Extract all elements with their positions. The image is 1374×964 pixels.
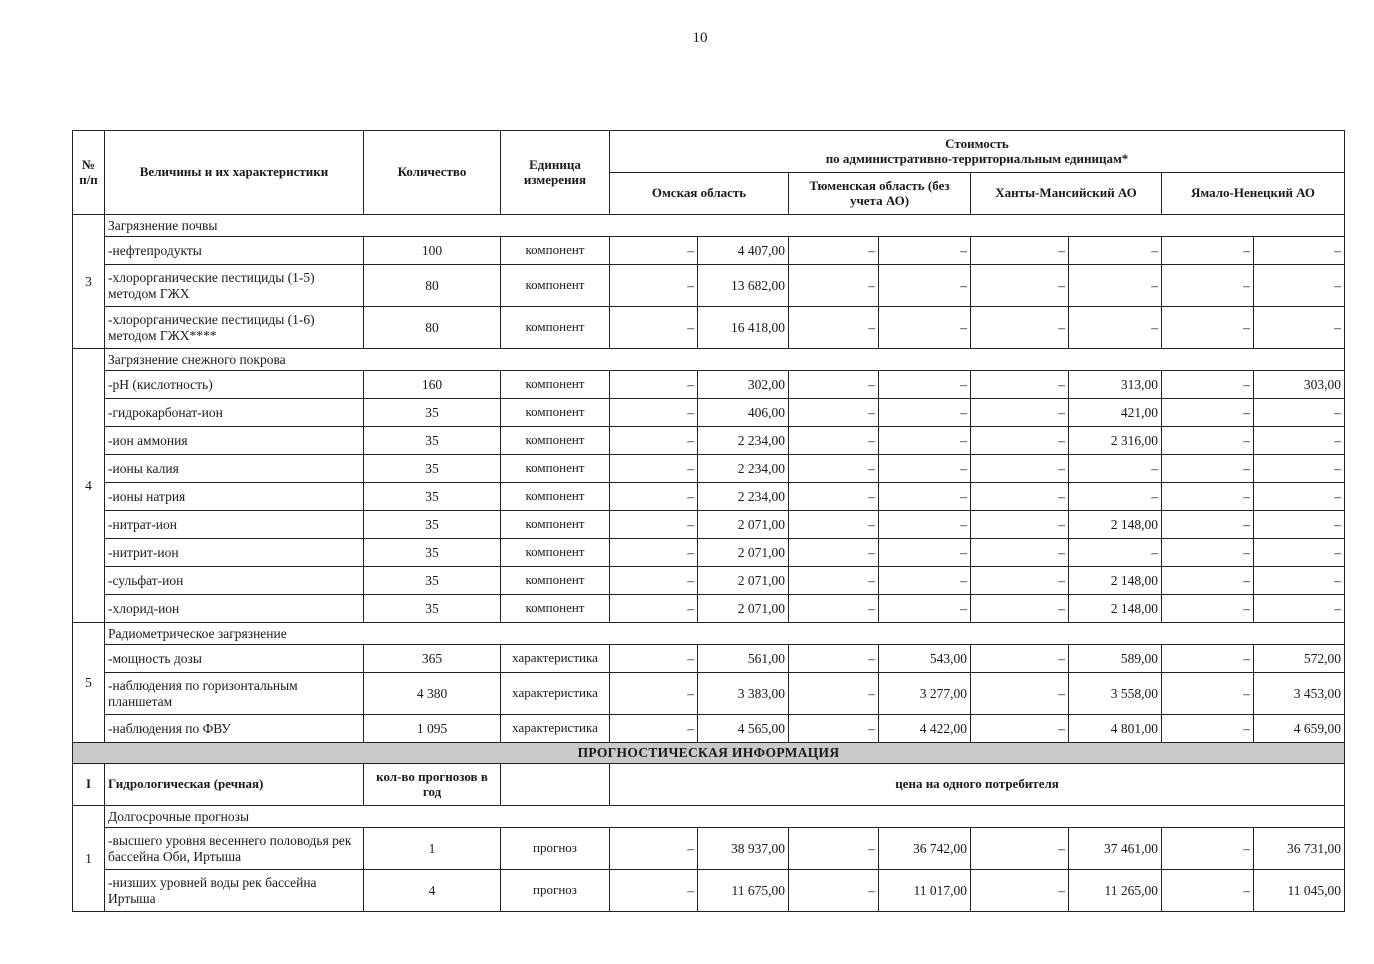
table-row [73,715,1345,743]
row-value: – [879,511,971,539]
section-number: 1 [73,806,105,912]
forecast-header-row [73,764,1345,806]
row-mark: – [610,265,698,307]
row-unit: компонент [501,399,610,427]
row-mark: – [971,567,1069,595]
section-row [73,349,1345,371]
region-omsk-header: Омская область [610,173,789,215]
row-value: 37 461,00 [1069,828,1162,870]
col-qty-header: Количество [364,131,501,215]
row-value: 2 071,00 [698,567,789,595]
row-unit: характеристика [501,673,610,715]
row-name: -высшего уровня весеннего половодья рек бассейна Оби, Иртыша [105,828,364,870]
row-name: -мощность дозы [105,645,364,673]
row-unit: компонент [501,595,610,623]
row-name: -нефтепродукты [105,237,364,265]
row-value: 421,00 [1069,399,1162,427]
row-name: -хлорорганические пестициды (1-5) методом ГЖХ [105,265,364,307]
row-mark: – [971,673,1069,715]
col-unit-header: Единица измерения [501,131,610,215]
row-mark: – [789,673,879,715]
row-mark: – [610,307,698,349]
row-mark: – [610,483,698,511]
row-value: 13 682,00 [698,265,789,307]
row-value: 303,00 [1254,371,1345,399]
cost-table [72,130,1345,912]
table-row [73,265,1345,307]
row-mark: – [789,237,879,265]
col-num-header: № п/п [73,131,105,215]
row-unit: прогноз [501,870,610,912]
row-value: 3 277,00 [879,673,971,715]
forecast-num: I [73,764,105,806]
row-mark: – [971,427,1069,455]
row-mark: – [789,511,879,539]
row-value: – [1069,483,1162,511]
row-unit: прогноз [501,828,610,870]
row-unit: характеристика [501,715,610,743]
row-value: 4 801,00 [1069,715,1162,743]
row-value: – [1254,427,1345,455]
row-value: – [879,237,971,265]
row-qty: 35 [364,567,501,595]
row-name: -хлорид-ион [105,595,364,623]
row-value: – [879,427,971,455]
section-title: Загрязнение снежного покрова [105,349,1345,371]
row-value: – [879,399,971,427]
row-mark: – [1162,483,1254,511]
row-mark: – [610,870,698,912]
section-number: 4 [73,349,105,623]
row-value: 4 565,00 [698,715,789,743]
row-value: – [1069,307,1162,349]
row-mark: – [1162,237,1254,265]
row-value: – [879,307,971,349]
row-value: 11 675,00 [698,870,789,912]
row-qty: 100 [364,237,501,265]
row-mark: – [971,399,1069,427]
row-value: – [1069,539,1162,567]
table-row [73,399,1345,427]
row-value: 2 071,00 [698,511,789,539]
row-value: 2 148,00 [1069,511,1162,539]
row-mark: – [610,511,698,539]
forecast-price: цена на одного потребителя [610,764,1345,806]
row-value: 36 731,00 [1254,828,1345,870]
col-name-header: Величины и их характеристики [105,131,364,215]
row-value: – [1069,455,1162,483]
row-value: 2 148,00 [1069,567,1162,595]
row-value: – [1069,265,1162,307]
row-qty: 35 [364,595,501,623]
row-value: 2 234,00 [698,483,789,511]
table-row [73,237,1345,265]
row-qty: 1 095 [364,715,501,743]
page-number: 10 [692,30,708,46]
row-mark: – [971,455,1069,483]
table-row [73,828,1345,870]
row-mark: – [610,715,698,743]
row-unit: компонент [501,265,610,307]
row-mark: – [789,307,879,349]
row-unit: компонент [501,567,610,595]
region-khmao-header: Ханты-Мансийский АО [971,173,1162,215]
row-mark: – [789,483,879,511]
row-value: – [1254,567,1345,595]
region-tyumen-header: Тюменская область (без учета АО) [789,173,971,215]
row-mark: – [1162,265,1254,307]
row-value: – [879,595,971,623]
row-mark: – [789,595,879,623]
row-value: 302,00 [698,371,789,399]
row-qty: 35 [364,539,501,567]
row-value: – [1254,237,1345,265]
row-name: -наблюдения по ФВУ [105,715,364,743]
row-mark: – [610,567,698,595]
row-mark: – [789,399,879,427]
section-title: Долгосрочные прогнозы [105,806,1345,828]
row-qty: 160 [364,371,501,399]
row-mark: – [971,371,1069,399]
row-mark: – [1162,427,1254,455]
row-mark: – [789,870,879,912]
row-mark: – [971,539,1069,567]
section-number: 3 [73,215,105,349]
row-mark: – [971,483,1069,511]
row-value: 36 742,00 [879,828,971,870]
row-name: -ионы натрия [105,483,364,511]
row-mark: – [789,715,879,743]
table-row [73,567,1345,595]
table-row [73,455,1345,483]
row-qty: 4 [364,870,501,912]
row-unit: компонент [501,539,610,567]
row-mark: – [789,828,879,870]
row-mark: – [789,427,879,455]
row-name: -сульфат-ион [105,567,364,595]
table-body [73,215,1345,912]
row-mark: – [1162,399,1254,427]
row-name: -pH (кислотность) [105,371,364,399]
forecast-name: Гидрологическая (речная) [105,764,364,806]
row-unit: компонент [501,455,610,483]
row-value: – [1254,595,1345,623]
forecast-banner: ПРОГНОСТИЧЕСКАЯ ИНФОРМАЦИЯ [73,743,1345,764]
row-value: 11 265,00 [1069,870,1162,912]
section-title: Загрязнение почвы [105,215,1345,237]
row-value: 3 453,00 [1254,673,1345,715]
row-mark: – [610,645,698,673]
row-mark: – [610,371,698,399]
table-row [73,307,1345,349]
row-mark: – [610,455,698,483]
row-mark: – [971,828,1069,870]
row-unit: компонент [501,483,610,511]
row-value: – [879,483,971,511]
forecast-qty: кол-во прогнозов в год [364,764,501,806]
row-qty: 35 [364,455,501,483]
row-qty: 35 [364,427,501,455]
row-mark: – [1162,828,1254,870]
row-value: – [1254,483,1345,511]
row-name: -ион аммония [105,427,364,455]
table-header [73,131,1345,215]
row-qty: 80 [364,265,501,307]
forecast-unit-empty [501,764,610,806]
row-qty: 35 [364,511,501,539]
row-unit: компонент [501,307,610,349]
cost-header-line2: по административно-территориальным единицам* [825,150,1129,166]
forecast-banner-row [73,743,1345,764]
section-row [73,623,1345,645]
row-mark: – [971,237,1069,265]
row-qty: 35 [364,399,501,427]
row-unit: компонент [501,371,610,399]
row-mark: – [789,371,879,399]
row-mark: – [971,715,1069,743]
row-mark: – [610,595,698,623]
row-mark: – [610,673,698,715]
cost-header-line1: Стоимость [945,135,1009,151]
row-value: 2 234,00 [698,427,789,455]
row-mark: – [789,455,879,483]
section-row [73,215,1345,237]
row-value: 11 017,00 [879,870,971,912]
row-value: 561,00 [698,645,789,673]
row-value: – [1254,399,1345,427]
row-mark: – [971,595,1069,623]
row-mark: – [789,265,879,307]
row-mark: – [1162,371,1254,399]
row-mark: – [1162,539,1254,567]
row-value: 2 316,00 [1069,427,1162,455]
row-name: -нитрит-ион [105,539,364,567]
row-mark: – [610,828,698,870]
table-row [73,645,1345,673]
row-name: -низших уровней воды рек бассейна Иртыша [105,870,364,912]
row-value: 589,00 [1069,645,1162,673]
row-value: – [1254,511,1345,539]
row-value: 2 148,00 [1069,595,1162,623]
row-value: 2 234,00 [698,455,789,483]
row-unit: компонент [501,237,610,265]
row-value: – [879,455,971,483]
row-name: -хлорорганические пестициды (1-6) методом ГЖХ**** [105,307,364,349]
row-value: – [879,265,971,307]
row-qty: 4 380 [364,673,501,715]
row-mark: – [971,511,1069,539]
table-row [73,673,1345,715]
row-mark: – [971,307,1069,349]
row-mark: – [610,237,698,265]
row-value: – [879,371,971,399]
row-mark: – [789,645,879,673]
row-value: – [879,567,971,595]
row-name: -гидрокарбонат-ион [105,399,364,427]
row-name: -наблюдения по горизонтальным планшетам [105,673,364,715]
row-mark: – [1162,567,1254,595]
row-value: 4 407,00 [698,237,789,265]
row-mark: – [610,399,698,427]
row-value: – [1254,539,1345,567]
row-value: 4 659,00 [1254,715,1345,743]
table-row [73,595,1345,623]
row-value: 572,00 [1254,645,1345,673]
row-mark: – [1162,307,1254,349]
table-row [73,511,1345,539]
row-value: – [1254,455,1345,483]
row-value: 543,00 [879,645,971,673]
row-qty: 80 [364,307,501,349]
row-value: 11 045,00 [1254,870,1345,912]
section-title: Радиометрическое загрязнение [105,623,1345,645]
row-mark: – [610,539,698,567]
row-value: – [879,539,971,567]
row-qty: 365 [364,645,501,673]
row-mark: – [610,427,698,455]
row-mark: – [789,539,879,567]
row-name: -ионы калия [105,455,364,483]
row-mark: – [1162,595,1254,623]
row-unit: характеристика [501,645,610,673]
row-name: -нитрат-ион [105,511,364,539]
region-yanao-header: Ямало-Ненецкий АО [1162,173,1345,215]
row-mark: – [971,645,1069,673]
row-value: 313,00 [1069,371,1162,399]
row-mark: – [1162,673,1254,715]
row-value: 2 071,00 [698,595,789,623]
row-mark: – [971,265,1069,307]
row-unit: компонент [501,511,610,539]
row-mark: – [1162,645,1254,673]
row-value: – [1069,237,1162,265]
row-mark: – [789,567,879,595]
table-row [73,483,1345,511]
row-mark: – [1162,715,1254,743]
row-value: 38 937,00 [698,828,789,870]
row-mark: – [971,870,1069,912]
table-row [73,539,1345,567]
table-row [73,870,1345,912]
section-number: 5 [73,623,105,743]
row-value: 3 558,00 [1069,673,1162,715]
table-row [73,427,1345,455]
table-row [73,371,1345,399]
section-row [73,806,1345,828]
row-qty: 35 [364,483,501,511]
row-value: 2 071,00 [698,539,789,567]
row-value: 406,00 [698,399,789,427]
row-unit: компонент [501,427,610,455]
row-value: 4 422,00 [879,715,971,743]
row-value: – [1254,307,1345,349]
row-value: 16 418,00 [698,307,789,349]
row-mark: – [1162,455,1254,483]
cost-header [610,131,1345,173]
row-value: 3 383,00 [698,673,789,715]
row-value: – [1254,265,1345,307]
row-qty: 1 [364,828,501,870]
row-mark: – [1162,870,1254,912]
row-mark: – [1162,511,1254,539]
